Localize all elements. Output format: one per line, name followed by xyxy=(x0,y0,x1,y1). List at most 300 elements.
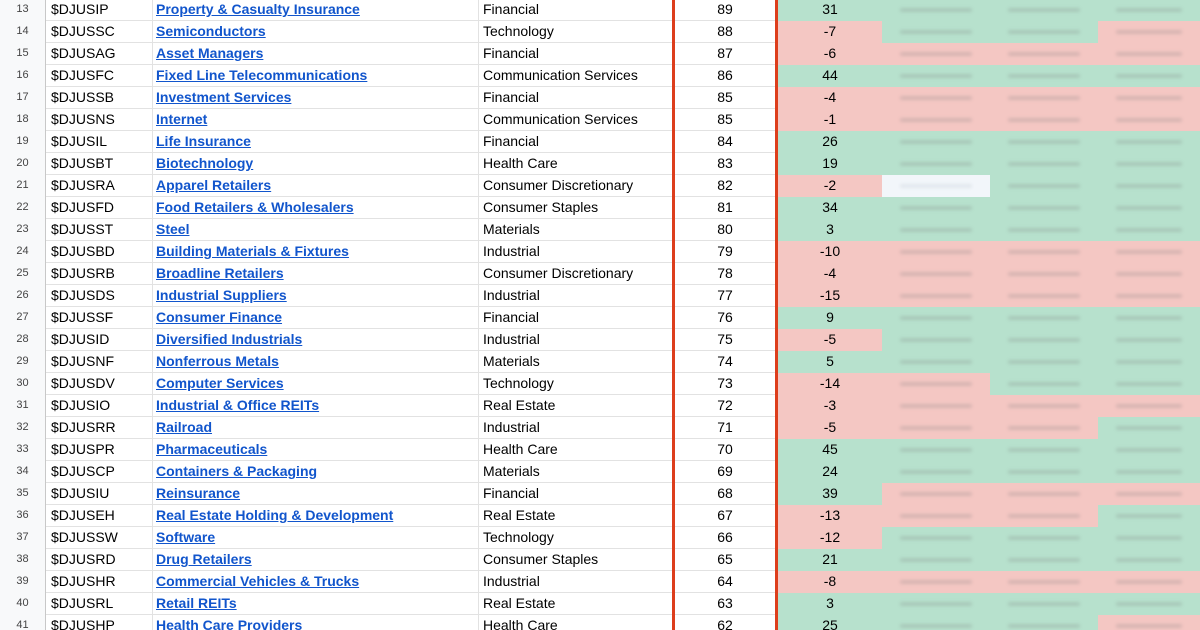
blurred-cell[interactable] xyxy=(1098,417,1200,439)
blurred-cell[interactable] xyxy=(1098,0,1200,21)
industry-link[interactable]: Health Care Providers xyxy=(156,617,303,630)
blurred-cell[interactable] xyxy=(990,439,1098,461)
sector-cell[interactable]: Consumer Staples xyxy=(483,199,599,215)
sector-cell[interactable]: Industrial xyxy=(483,287,540,303)
sector-cell[interactable]: Consumer Staples xyxy=(483,551,599,567)
industry-cell[interactable] xyxy=(153,307,479,329)
ticker-cell[interactable]: $DJUSNS xyxy=(46,109,153,131)
industry-link[interactable]: Semiconductors xyxy=(156,23,266,39)
blurred-cell[interactable] xyxy=(990,505,1098,527)
table-row[interactable] xyxy=(0,593,1200,615)
rank-cell[interactable]: 75 xyxy=(717,331,733,347)
ticker-cell[interactable]: $DJUSST xyxy=(46,219,153,241)
industry-cell[interactable] xyxy=(153,263,479,285)
blurred-cell[interactable] xyxy=(990,527,1098,549)
industry-cell[interactable] xyxy=(153,131,479,153)
rank-cell[interactable]: 64 xyxy=(717,573,733,589)
blurred-cell[interactable] xyxy=(1098,307,1200,329)
blurred-cell[interactable] xyxy=(882,21,990,43)
row-number[interactable]: 37 xyxy=(0,527,46,549)
industry-cell[interactable] xyxy=(153,0,479,21)
ticker-cell[interactable]: $DJUSRB xyxy=(46,263,153,285)
industry-link[interactable]: Reinsurance xyxy=(156,485,241,501)
change-cell[interactable]: 24 xyxy=(778,461,882,483)
ticker-cell[interactable]: $DJUSBT xyxy=(46,153,153,175)
industry-link[interactable]: Property & Casualty Insurance xyxy=(156,1,360,17)
ticker-cell[interactable]: $DJUSIL xyxy=(46,131,153,153)
table-row[interactable] xyxy=(0,571,1200,593)
table-row[interactable] xyxy=(0,549,1200,571)
table-row[interactable] xyxy=(0,153,1200,175)
row-number[interactable]: 15 xyxy=(0,43,46,65)
sector-cell[interactable]: Technology xyxy=(483,375,554,391)
table-row[interactable] xyxy=(0,351,1200,373)
table-row[interactable] xyxy=(0,373,1200,395)
ticker-cell[interactable]: $DJUSRD xyxy=(46,549,153,571)
rank-cell[interactable]: 72 xyxy=(717,397,733,413)
table-row[interactable] xyxy=(0,527,1200,549)
change-cell[interactable]: 9 xyxy=(778,307,882,329)
blurred-cell[interactable] xyxy=(990,109,1098,131)
industry-cell[interactable] xyxy=(153,65,479,87)
industry-link[interactable]: Commercial Vehicles & Trucks xyxy=(156,573,360,589)
table-row[interactable] xyxy=(0,65,1200,87)
blurred-cell[interactable] xyxy=(990,0,1098,21)
row-number[interactable]: 35 xyxy=(0,483,46,505)
blurred-cell[interactable] xyxy=(1098,131,1200,153)
blurred-cell[interactable] xyxy=(882,527,990,549)
table-row[interactable] xyxy=(0,285,1200,307)
rank-cell[interactable]: 88 xyxy=(717,23,733,39)
blurred-cell[interactable] xyxy=(882,109,990,131)
change-cell[interactable]: -10 xyxy=(778,241,882,263)
blurred-cell[interactable] xyxy=(1098,351,1200,373)
sector-cell[interactable]: Financial xyxy=(483,1,540,17)
table-row[interactable] xyxy=(0,263,1200,285)
blurred-cell[interactable] xyxy=(882,549,990,571)
industry-cell[interactable] xyxy=(153,285,479,307)
blurred-cell[interactable] xyxy=(990,395,1098,417)
ticker-cell[interactable]: $DJUSDV xyxy=(46,373,153,395)
row-number[interactable]: 13 xyxy=(0,0,46,21)
blurred-cell[interactable] xyxy=(882,43,990,65)
industry-cell[interactable] xyxy=(153,549,479,571)
blurred-cell[interactable] xyxy=(990,285,1098,307)
change-cell[interactable]: 39 xyxy=(778,483,882,505)
blurred-cell[interactable] xyxy=(990,483,1098,505)
industry-link[interactable]: Computer Services xyxy=(156,375,284,391)
row-number[interactable]: 30 xyxy=(0,373,46,395)
blurred-cell[interactable] xyxy=(990,373,1098,395)
change-cell[interactable]: 5 xyxy=(778,351,882,373)
ticker-cell[interactable]: $DJUSEH xyxy=(46,505,153,527)
change-cell[interactable]: -15 xyxy=(778,285,882,307)
rank-cell[interactable]: 62 xyxy=(717,617,733,630)
row-number[interactable]: 19 xyxy=(0,131,46,153)
blurred-cell[interactable] xyxy=(882,263,990,285)
industry-link[interactable]: Apparel Retailers xyxy=(156,177,272,193)
table-row[interactable] xyxy=(0,109,1200,131)
ticker-cell[interactable]: $DJUSDS xyxy=(46,285,153,307)
row-number[interactable]: 41 xyxy=(0,615,46,630)
change-cell[interactable]: 19 xyxy=(778,153,882,175)
blurred-cell[interactable] xyxy=(882,0,990,21)
industry-cell[interactable] xyxy=(153,505,479,527)
ticker-cell[interactable]: $DJUSIU xyxy=(46,483,153,505)
ticker-cell[interactable]: $DJUSSB xyxy=(46,87,153,109)
row-number[interactable]: 36 xyxy=(0,505,46,527)
industry-link[interactable]: Pharmaceuticals xyxy=(156,441,268,457)
ticker-cell[interactable]: $DJUSIO xyxy=(46,395,153,417)
change-cell[interactable]: -3 xyxy=(778,395,882,417)
row-number[interactable]: 24 xyxy=(0,241,46,263)
blurred-cell[interactable] xyxy=(882,395,990,417)
industry-link[interactable]: Consumer Finance xyxy=(156,309,283,325)
blurred-cell[interactable] xyxy=(990,153,1098,175)
blurred-cell[interactable] xyxy=(1098,175,1200,197)
blurred-cell[interactable] xyxy=(882,153,990,175)
blurred-cell[interactable] xyxy=(882,505,990,527)
table-row[interactable] xyxy=(0,21,1200,43)
industry-link[interactable]: Steel xyxy=(156,221,190,237)
industry-link[interactable]: Nonferrous Metals xyxy=(156,353,279,369)
blurred-cell[interactable] xyxy=(882,65,990,87)
ticker-cell[interactable]: $DJUSCP xyxy=(46,461,153,483)
blurred-cell[interactable] xyxy=(990,43,1098,65)
blurred-cell[interactable] xyxy=(882,439,990,461)
industry-link[interactable]: Software xyxy=(156,529,216,545)
table-row[interactable] xyxy=(0,505,1200,527)
industry-link[interactable]: Railroad xyxy=(156,419,213,435)
industry-link[interactable]: Investment Services xyxy=(156,89,292,105)
row-number[interactable]: 27 xyxy=(0,307,46,329)
industry-cell[interactable] xyxy=(153,461,479,483)
industry-link[interactable]: Fixed Line Telecommunications xyxy=(156,67,368,83)
change-cell[interactable]: 25 xyxy=(778,615,882,630)
table-row[interactable] xyxy=(0,329,1200,351)
blurred-cell[interactable] xyxy=(1098,527,1200,549)
change-cell[interactable]: 34 xyxy=(778,197,882,219)
table-row[interactable] xyxy=(0,175,1200,197)
sector-cell[interactable]: Industrial xyxy=(483,419,540,435)
sector-cell[interactable]: Technology xyxy=(483,529,554,545)
industry-link[interactable]: Building Materials & Fixtures xyxy=(156,243,349,259)
blurred-cell[interactable] xyxy=(1098,615,1200,630)
industry-cell[interactable] xyxy=(153,417,479,439)
blurred-cell[interactable] xyxy=(1098,263,1200,285)
blurred-cell[interactable] xyxy=(1098,285,1200,307)
sector-cell[interactable]: Health Care xyxy=(483,155,558,171)
change-cell[interactable]: -4 xyxy=(778,87,882,109)
change-cell[interactable]: -7 xyxy=(778,21,882,43)
blurred-cell[interactable] xyxy=(1098,43,1200,65)
ticker-cell[interactable]: $DJUSPR xyxy=(46,439,153,461)
industry-cell[interactable] xyxy=(153,175,479,197)
sector-cell[interactable]: Communication Services xyxy=(483,111,638,127)
blurred-cell[interactable] xyxy=(990,197,1098,219)
ticker-cell[interactable]: $DJUSFD xyxy=(46,197,153,219)
sector-cell[interactable]: Financial xyxy=(483,89,540,105)
ticker-cell[interactable]: $DJUSID xyxy=(46,329,153,351)
sector-cell[interactable]: Communication Services xyxy=(483,67,638,83)
blurred-cell[interactable] xyxy=(990,65,1098,87)
rank-cell[interactable]: 87 xyxy=(717,45,733,61)
change-cell[interactable]: -13 xyxy=(778,505,882,527)
industry-cell[interactable] xyxy=(153,241,479,263)
blurred-cell[interactable] xyxy=(1098,593,1200,615)
industry-cell[interactable] xyxy=(153,395,479,417)
sector-cell[interactable]: Real Estate xyxy=(483,595,556,611)
blurred-cell[interactable] xyxy=(990,241,1098,263)
change-cell[interactable]: 44 xyxy=(778,65,882,87)
table-row[interactable] xyxy=(0,307,1200,329)
change-cell[interactable]: 3 xyxy=(778,593,882,615)
row-number[interactable]: 20 xyxy=(0,153,46,175)
table-row[interactable] xyxy=(0,0,1200,21)
blurred-cell[interactable] xyxy=(882,175,990,197)
blurred-cell[interactable] xyxy=(1098,109,1200,131)
change-cell[interactable]: 45 xyxy=(778,439,882,461)
industry-link[interactable]: Broadline Retailers xyxy=(156,265,284,281)
sector-cell[interactable]: Real Estate xyxy=(483,397,556,413)
change-cell[interactable]: 21 xyxy=(778,549,882,571)
change-cell[interactable]: 3 xyxy=(778,219,882,241)
rank-cell[interactable]: 77 xyxy=(717,287,733,303)
industry-cell[interactable] xyxy=(153,43,479,65)
industry-cell[interactable] xyxy=(153,439,479,461)
blurred-cell[interactable] xyxy=(990,263,1098,285)
rank-cell[interactable]: 73 xyxy=(717,375,733,391)
blurred-cell[interactable] xyxy=(1098,395,1200,417)
industry-cell[interactable] xyxy=(153,153,479,175)
industry-cell[interactable] xyxy=(153,21,479,43)
blurred-cell[interactable] xyxy=(882,197,990,219)
blurred-cell[interactable] xyxy=(1098,461,1200,483)
rank-cell[interactable]: 78 xyxy=(717,265,733,281)
table-row[interactable] xyxy=(0,219,1200,241)
table-row[interactable] xyxy=(0,241,1200,263)
sector-cell[interactable]: Financial xyxy=(483,133,540,149)
ticker-cell[interactable]: $DJUSSW xyxy=(46,527,153,549)
industry-link[interactable]: Drug Retailers xyxy=(156,551,252,567)
industry-cell[interactable] xyxy=(153,571,479,593)
change-cell[interactable]: 31 xyxy=(778,0,882,21)
change-cell[interactable]: -8 xyxy=(778,571,882,593)
blurred-cell[interactable] xyxy=(990,549,1098,571)
blurred-cell[interactable] xyxy=(990,21,1098,43)
table-row[interactable] xyxy=(0,417,1200,439)
change-cell[interactable]: -14 xyxy=(778,373,882,395)
rank-cell[interactable]: 80 xyxy=(717,221,733,237)
table-row[interactable] xyxy=(0,43,1200,65)
blurred-cell[interactable] xyxy=(882,219,990,241)
industry-link[interactable]: Industrial & Office REITs xyxy=(156,397,320,413)
industry-link[interactable]: Industrial Suppliers xyxy=(156,287,287,303)
blurred-cell[interactable] xyxy=(1098,21,1200,43)
industry-link[interactable]: Biotechnology xyxy=(156,155,254,171)
industry-cell[interactable] xyxy=(153,527,479,549)
rank-cell[interactable]: 76 xyxy=(717,309,733,325)
sector-cell[interactable]: Consumer Discretionary xyxy=(483,265,634,281)
blurred-cell[interactable] xyxy=(1098,219,1200,241)
ticker-cell[interactable]: $DJUSHR xyxy=(46,571,153,593)
rank-cell[interactable]: 65 xyxy=(717,551,733,567)
blurred-cell[interactable] xyxy=(1098,483,1200,505)
row-number[interactable]: 23 xyxy=(0,219,46,241)
industry-link[interactable]: Asset Managers xyxy=(156,45,264,61)
blurred-cell[interactable] xyxy=(990,593,1098,615)
ticker-cell[interactable]: $DJUSFC xyxy=(46,65,153,87)
rank-cell[interactable]: 68 xyxy=(717,485,733,501)
blurred-cell[interactable] xyxy=(990,417,1098,439)
blurred-cell[interactable] xyxy=(990,175,1098,197)
blurred-cell[interactable] xyxy=(882,593,990,615)
table-row[interactable] xyxy=(0,131,1200,153)
blurred-cell[interactable] xyxy=(882,307,990,329)
ticker-cell[interactable]: $DJUSSF xyxy=(46,307,153,329)
blurred-cell[interactable] xyxy=(990,131,1098,153)
blurred-cell[interactable] xyxy=(1098,549,1200,571)
blurred-cell[interactable] xyxy=(990,329,1098,351)
blurred-cell[interactable] xyxy=(882,373,990,395)
blurred-cell[interactable] xyxy=(882,417,990,439)
rank-cell[interactable]: 70 xyxy=(717,441,733,457)
rank-cell[interactable]: 81 xyxy=(717,199,733,215)
sector-cell[interactable]: Health Care xyxy=(483,617,558,630)
row-number[interactable]: 17 xyxy=(0,87,46,109)
industry-cell[interactable] xyxy=(153,483,479,505)
rank-cell[interactable]: 86 xyxy=(717,67,733,83)
blurred-cell[interactable] xyxy=(990,219,1098,241)
industry-link[interactable]: Food Retailers & Wholesalers xyxy=(156,199,354,215)
ticker-cell[interactable]: $DJUSBD xyxy=(46,241,153,263)
blurred-cell[interactable] xyxy=(1098,505,1200,527)
ticker-cell[interactable]: $DJUSHP xyxy=(46,615,153,630)
rank-cell[interactable]: 66 xyxy=(717,529,733,545)
rank-cell[interactable]: 74 xyxy=(717,353,733,369)
row-number[interactable]: 16 xyxy=(0,65,46,87)
blurred-cell[interactable] xyxy=(882,461,990,483)
change-cell[interactable]: -5 xyxy=(778,329,882,351)
sector-cell[interactable]: Financial xyxy=(483,45,540,61)
change-cell[interactable]: -6 xyxy=(778,43,882,65)
industry-link[interactable]: Life Insurance xyxy=(156,133,251,149)
industry-cell[interactable] xyxy=(153,351,479,373)
industry-link[interactable]: Diversified Industrials xyxy=(156,331,303,347)
row-number[interactable]: 40 xyxy=(0,593,46,615)
change-cell[interactable]: -1 xyxy=(778,109,882,131)
ticker-cell[interactable]: $DJUSRA xyxy=(46,175,153,197)
ticker-cell[interactable]: $DJUSRR xyxy=(46,417,153,439)
table-row[interactable] xyxy=(0,615,1200,630)
blurred-cell[interactable] xyxy=(990,351,1098,373)
blurred-cell[interactable] xyxy=(1098,373,1200,395)
table-row[interactable] xyxy=(0,461,1200,483)
sector-cell[interactable]: Technology xyxy=(483,23,554,39)
blurred-cell[interactable] xyxy=(1098,439,1200,461)
industry-cell[interactable] xyxy=(153,329,479,351)
industry-link[interactable]: Internet xyxy=(156,111,208,127)
sector-cell[interactable]: Materials xyxy=(483,463,540,479)
table-row[interactable] xyxy=(0,483,1200,505)
row-number[interactable]: 31 xyxy=(0,395,46,417)
ticker-cell[interactable]: $DJUSIP xyxy=(46,0,153,21)
sector-cell[interactable]: Industrial xyxy=(483,331,540,347)
row-number[interactable]: 26 xyxy=(0,285,46,307)
blurred-cell[interactable] xyxy=(990,615,1098,630)
rank-cell[interactable]: 84 xyxy=(717,133,733,149)
row-number[interactable]: 33 xyxy=(0,439,46,461)
sector-cell[interactable]: Materials xyxy=(483,221,540,237)
blurred-cell[interactable] xyxy=(882,615,990,630)
sector-cell[interactable]: Financial xyxy=(483,309,540,325)
row-number[interactable]: 29 xyxy=(0,351,46,373)
sector-cell[interactable]: Consumer Discretionary xyxy=(483,177,634,193)
blurred-cell[interactable] xyxy=(882,241,990,263)
row-number[interactable]: 21 xyxy=(0,175,46,197)
change-cell[interactable]: -4 xyxy=(778,263,882,285)
rank-cell[interactable]: 71 xyxy=(717,419,733,435)
industry-link[interactable]: Real Estate Holding & Development xyxy=(156,507,394,523)
rank-cell[interactable]: 63 xyxy=(717,595,733,611)
blurred-cell[interactable] xyxy=(1098,87,1200,109)
industry-cell[interactable] xyxy=(153,219,479,241)
ticker-cell[interactable]: $DJUSNF xyxy=(46,351,153,373)
blurred-cell[interactable] xyxy=(990,571,1098,593)
blurred-cell[interactable] xyxy=(1098,241,1200,263)
blurred-cell[interactable] xyxy=(1098,329,1200,351)
sector-cell[interactable]: Industrial xyxy=(483,243,540,259)
rank-cell[interactable]: 89 xyxy=(717,1,733,17)
blurred-cell[interactable] xyxy=(882,285,990,307)
row-number[interactable]: 38 xyxy=(0,549,46,571)
blurred-cell[interactable] xyxy=(990,307,1098,329)
rank-cell[interactable]: 79 xyxy=(717,243,733,259)
blurred-cell[interactable] xyxy=(1098,65,1200,87)
industry-link[interactable]: Containers & Packaging xyxy=(156,463,318,479)
industry-cell[interactable] xyxy=(153,593,479,615)
blurred-cell[interactable] xyxy=(1098,153,1200,175)
industry-cell[interactable] xyxy=(153,615,479,630)
sector-cell[interactable]: Health Care xyxy=(483,441,558,457)
change-cell[interactable]: -5 xyxy=(778,417,882,439)
blurred-cell[interactable] xyxy=(1098,197,1200,219)
rank-cell[interactable]: 85 xyxy=(717,111,733,127)
industry-cell[interactable] xyxy=(153,197,479,219)
sector-cell[interactable]: Industrial xyxy=(483,573,540,589)
rank-cell[interactable]: 69 xyxy=(717,463,733,479)
blurred-cell[interactable] xyxy=(882,571,990,593)
change-cell[interactable]: 26 xyxy=(778,131,882,153)
industry-cell[interactable] xyxy=(153,109,479,131)
sector-cell[interactable]: Real Estate xyxy=(483,507,556,523)
blurred-cell[interactable] xyxy=(882,131,990,153)
row-number[interactable]: 18 xyxy=(0,109,46,131)
blurred-cell[interactable] xyxy=(990,87,1098,109)
rank-cell[interactable]: 83 xyxy=(717,155,733,171)
row-number[interactable]: 34 xyxy=(0,461,46,483)
row-number[interactable]: 22 xyxy=(0,197,46,219)
row-number[interactable]: 39 xyxy=(0,571,46,593)
row-number[interactable]: 25 xyxy=(0,263,46,285)
row-number[interactable]: 32 xyxy=(0,417,46,439)
row-number[interactable]: 14 xyxy=(0,21,46,43)
industry-cell[interactable] xyxy=(153,87,479,109)
rank-cell[interactable]: 67 xyxy=(717,507,733,523)
sector-cell[interactable]: Financial xyxy=(483,485,540,501)
row-number[interactable]: 28 xyxy=(0,329,46,351)
table-row[interactable] xyxy=(0,439,1200,461)
